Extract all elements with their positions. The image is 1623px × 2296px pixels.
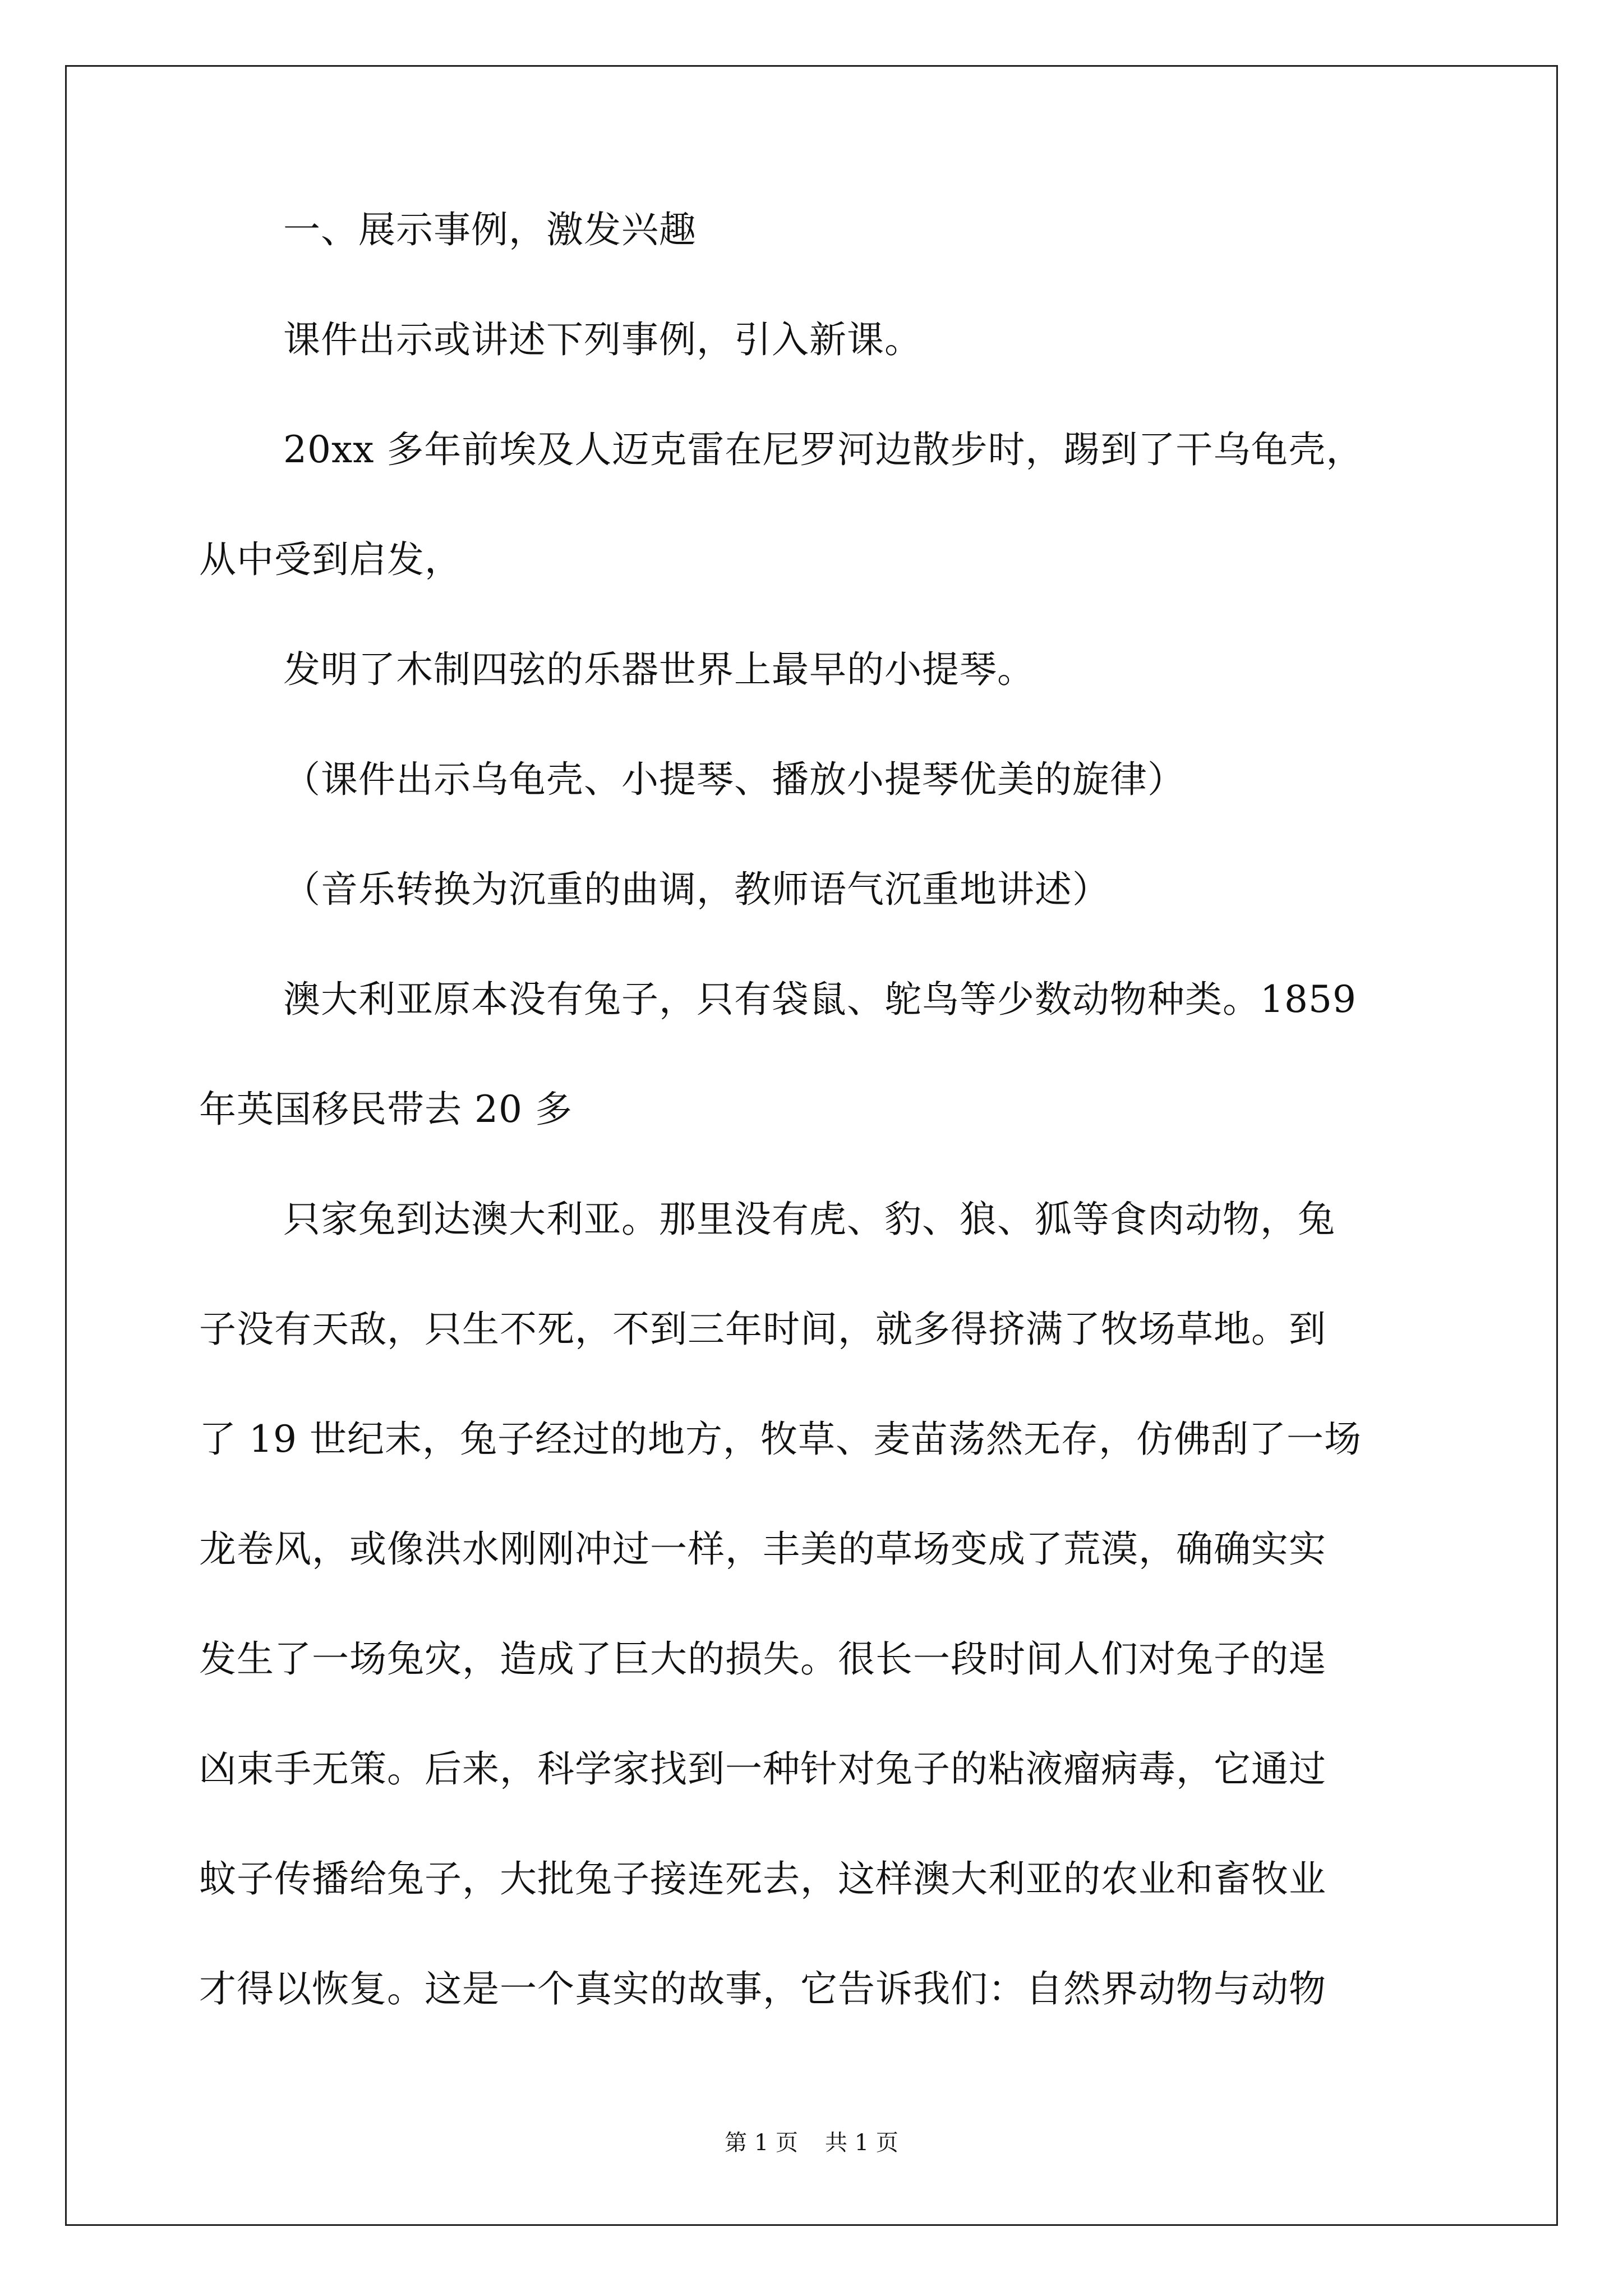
page-total: 共 1 页 [825, 2130, 898, 2156]
paragraph-line: 年英国移民带去 20 多 [199, 1088, 573, 1131]
paragraph-line: 20xx 多年前埃及人迈克雷在尼罗河边散步时，踢到了干乌龟壳， [283, 428, 1364, 471]
paragraph-line: 子没有天敌，只生不死，不到三年时间，就多得挤满了牧场草地。到 [199, 1308, 1326, 1351]
paragraph-line: 澳大利亚原本没有兔子，只有袋鼠、鸵鸟等少数动物种类。1859 [283, 978, 1357, 1021]
paragraph-line: 发明了木制四弦的乐器世界上最早的小提琴。 [283, 648, 1035, 691]
paragraph-line: 凶束手无策。后来，科学家找到一种针对兔子的粘液瘤病毒，它通过 [199, 1747, 1326, 1791]
paragraph-line: 只家兔到达澳大利亚。那里没有虎、豹、狼、狐等食肉动物，兔 [283, 1198, 1335, 1241]
document-body [199, 209, 1433, 2010]
paragraph-line: （课件出示乌龟壳、小提琴、播放小提琴优美的旋律） [283, 758, 1185, 801]
page-number: 第 1 页 [725, 2130, 798, 2156]
paragraph-line: 才得以恢复。这是一个真实的故事，它告诉我们：自然界动物与动物 [199, 1967, 1326, 2010]
paragraph-line: 蚊子传播给兔子，大批兔子接连死去，这样澳大利亚的农业和畜牧业 [199, 1857, 1326, 1901]
section-heading: 一、展示事例，激发兴趣 [283, 208, 697, 251]
paragraph-line: （音乐转换为沉重的曲调，教师语气沉重地讲述） [283, 868, 1110, 911]
paragraph-line: 龙卷风，或像洪水刚刚冲过一样，丰美的草场变成了荒漠，确确实实 [199, 1527, 1326, 1571]
paragraph-line: 发生了一场兔灾，造成了巨大的损失。很长一段时间人们对兔子的逞 [199, 1637, 1326, 1681]
paragraph-line: 从中受到启发， [199, 538, 462, 581]
paragraph-line: 课件出示或讲述下列事例，引入新课。 [283, 318, 922, 361]
page-footer [0, 2129, 1623, 2157]
paragraph-line: 了 19 世纪末，兔子经过的地方，牧草、麦苗荡然无存，仿佛刮了一场 [199, 1418, 1362, 1461]
